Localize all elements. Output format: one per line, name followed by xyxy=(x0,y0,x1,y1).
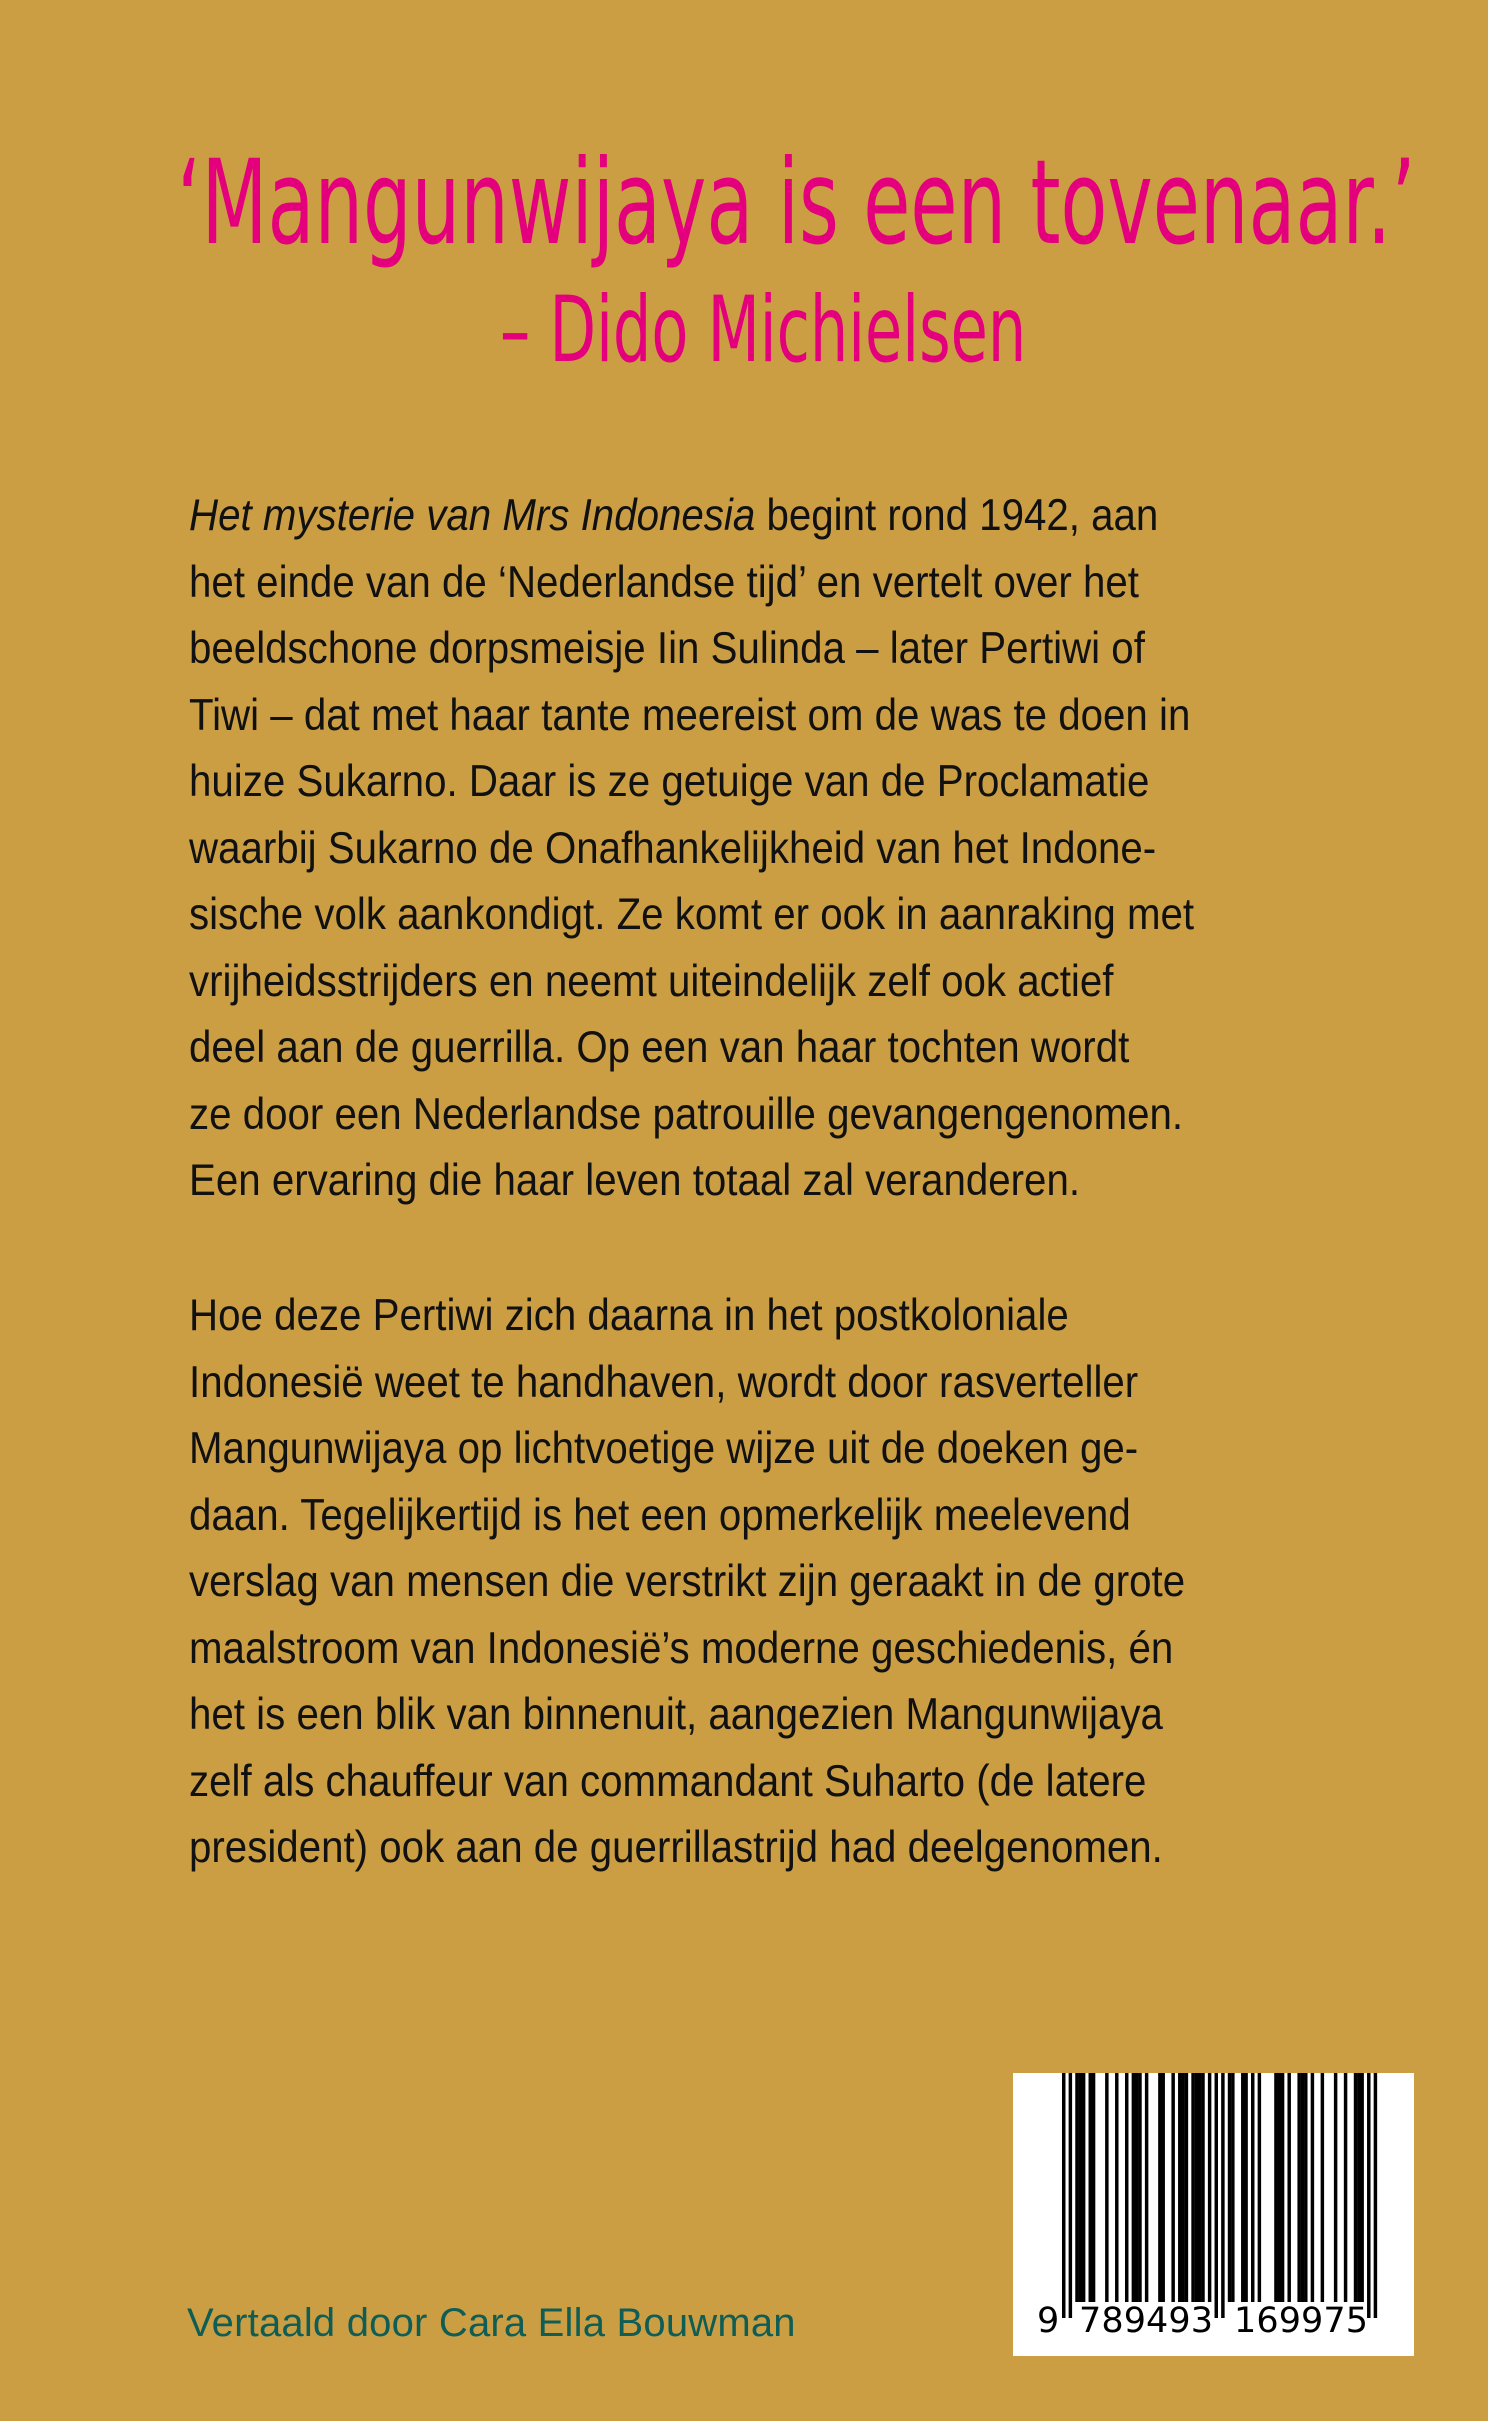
book-title-italic: Het mysterie van Mrs Indonesia xyxy=(189,491,756,540)
text-line: huize Sukarno. Daar is ze getuige van de Proclamatie xyxy=(189,757,1150,806)
text-line: vrijheidsstrijders en neemt uiteindelijk zelf ook actief xyxy=(189,956,1114,1006)
text-line: Het mysterie van Mrs Indonesia begint rond 1942, aan xyxy=(189,491,1159,540)
text-line: daan. Tegelijkertijd is het een opmerkelijk meelevend xyxy=(189,1490,1131,1540)
text-line: het is een blik van binnenuit, aangezien Mangunwijaya xyxy=(189,1690,1163,1739)
text-line: het einde van de ‘Nederlandse tijd’ en vertelt over het xyxy=(189,557,1139,607)
isbn-barcode xyxy=(1013,2073,1414,2356)
text-line: ze door een Nederlandse patrouille gevangengenomen. xyxy=(189,1089,1184,1139)
text-line: beeldschone dorpsmeisje Iin Sulinda – later Pertiwi of xyxy=(189,624,1145,673)
text-line: Indonesië weet te handhaven, wordt door rasverteller xyxy=(189,1357,1139,1407)
text-line: Een ervaring die haar leven totaal zal veranderen. xyxy=(189,1156,1081,1205)
barcode-left-digits: 789493 xyxy=(1079,2301,1213,2341)
text-line: sische volk aankondigt. Ze komt er ook in aanraking met xyxy=(189,890,1195,939)
text-line: verslag van mensen die verstrikt zijn geraakt in de grote xyxy=(189,1557,1186,1606)
blurb-quote: ‘Mangunwijaya is een tovenaar.’ xyxy=(177,134,1416,271)
text-line: waarbij Sukarno de Onafhankelijkheid van het Indone- xyxy=(189,823,1157,873)
quote-attribution: – Dido Michielsen xyxy=(500,278,1027,383)
text-line: Hoe deze Pertiwi zich daarna in het postkoloniale xyxy=(189,1291,1069,1340)
text-line: maalstroom van Indonesië’s moderne geschiedenis, én xyxy=(189,1623,1174,1673)
synopsis-paragraph-2 xyxy=(189,1283,1309,1882)
text-line: Mangunwijaya op lichtvoetige wijze uit de doeken ge- xyxy=(189,1424,1139,1473)
barcode-lead-digit: 9 xyxy=(1037,2301,1060,2341)
text-line: Tiwi – dat met haar tante meereist om de was te doen in xyxy=(189,690,1191,740)
synopsis-paragraph-1 xyxy=(189,483,1309,1215)
text-line: zelf als chauffeur van commandant Suharto (de latere xyxy=(189,1756,1147,1806)
barcode-right-digits: 169975 xyxy=(1234,2301,1368,2341)
translator-credit: Vertaald door Cara Ella Bouwman xyxy=(187,2301,796,2345)
text-line: deel aan de guerrilla. Op een van haar tochten wordt xyxy=(189,1023,1130,1072)
text-line: president) ook aan de guerrillastrijd had deelgenomen. xyxy=(189,1823,1163,1872)
barcode-icon xyxy=(1013,2073,1414,2356)
